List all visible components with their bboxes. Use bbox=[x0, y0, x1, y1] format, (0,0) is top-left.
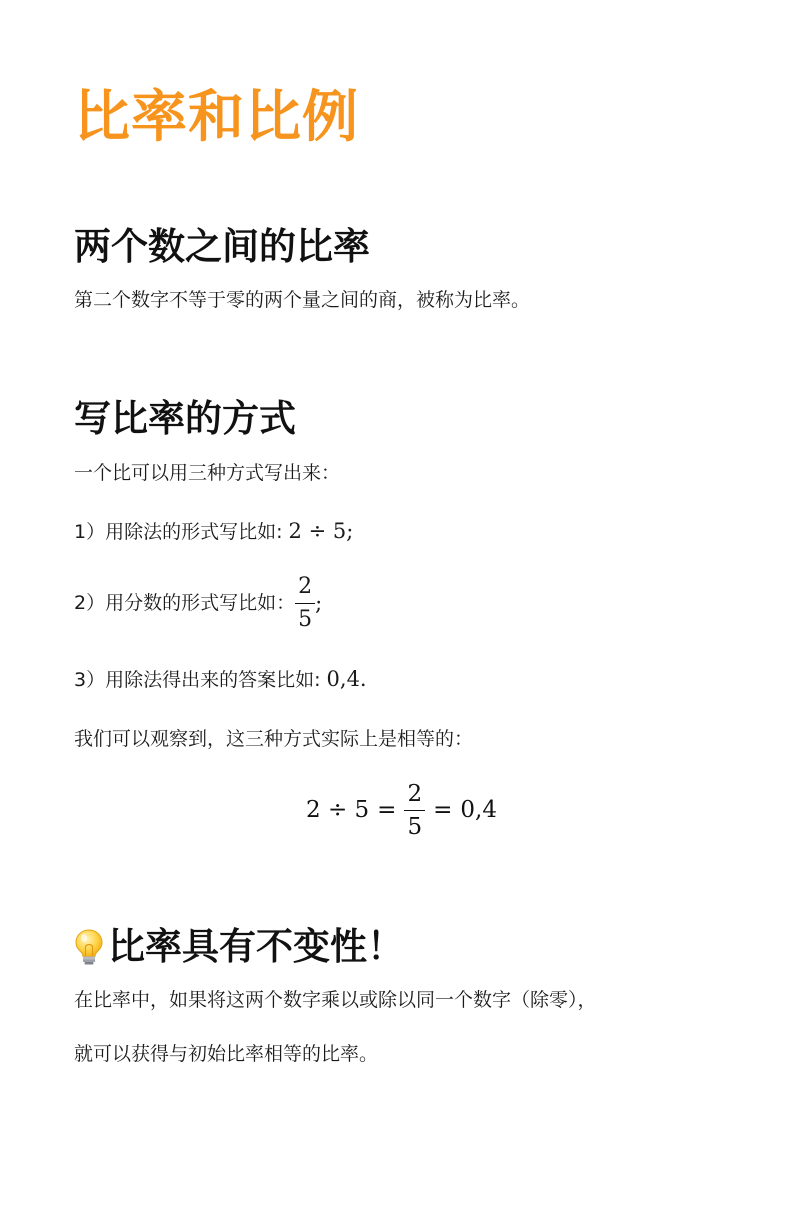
equation-left: 2 ÷ 5 bbox=[306, 797, 370, 823]
page-title: 比率和比例 bbox=[74, 85, 359, 150]
fraction-numerator: 2 bbox=[404, 781, 425, 811]
division-expression: 2 ÷ 5; bbox=[288, 519, 354, 543]
list-item-division-form bbox=[74, 516, 353, 547]
list-item-label: 3）用除法得出来的答案比如: bbox=[74, 669, 327, 691]
invariance-heading-text: 比率具有不变性！ bbox=[108, 925, 404, 968]
invariance-text-line-2: 就可以获得与初始比率相等的比率。 bbox=[74, 1043, 379, 1065]
list-item-decimal-form bbox=[74, 664, 367, 695]
section-heading-ratio-between-two-numbers: 两个数之间的比率 bbox=[74, 225, 370, 268]
equals-sign: = bbox=[377, 797, 397, 823]
fraction-suffix: ; bbox=[315, 591, 323, 615]
section-heading-invariance bbox=[74, 922, 404, 972]
list-item-label: 1）用除法的形式写比如: bbox=[74, 521, 289, 543]
invariance-text-line-1: 在比率中，如果将这两个数字乘以或除以同一个数字（除零）， bbox=[74, 989, 597, 1011]
equation-fraction bbox=[404, 781, 425, 840]
equals-sign: = bbox=[433, 797, 453, 823]
observation-text: 我们可以观察到，这三种方式实际上是相等的： bbox=[74, 728, 474, 750]
equation-right: 0,4 bbox=[460, 797, 497, 823]
equivalence-equation bbox=[306, 774, 497, 846]
section-heading-ways-to-write-ratio: 写比率的方式 bbox=[74, 397, 296, 440]
decimal-value: 0,4. bbox=[326, 667, 367, 691]
list-item-fraction-form bbox=[74, 571, 322, 635]
ways-intro-text: 一个比可以用三种方式写出来： bbox=[74, 462, 341, 484]
fraction-denominator: 5 bbox=[298, 606, 313, 632]
ratio-definition-text: 第二个数字不等于零的两个量之间的商，被称为比率。 bbox=[74, 289, 531, 311]
fraction-denominator: 5 bbox=[407, 813, 423, 840]
list-item-label: 2）用分数的形式写比如： bbox=[74, 592, 296, 614]
lightbulb-icon bbox=[74, 928, 104, 966]
fraction bbox=[295, 574, 315, 633]
fraction-numerator: 2 bbox=[295, 574, 315, 604]
